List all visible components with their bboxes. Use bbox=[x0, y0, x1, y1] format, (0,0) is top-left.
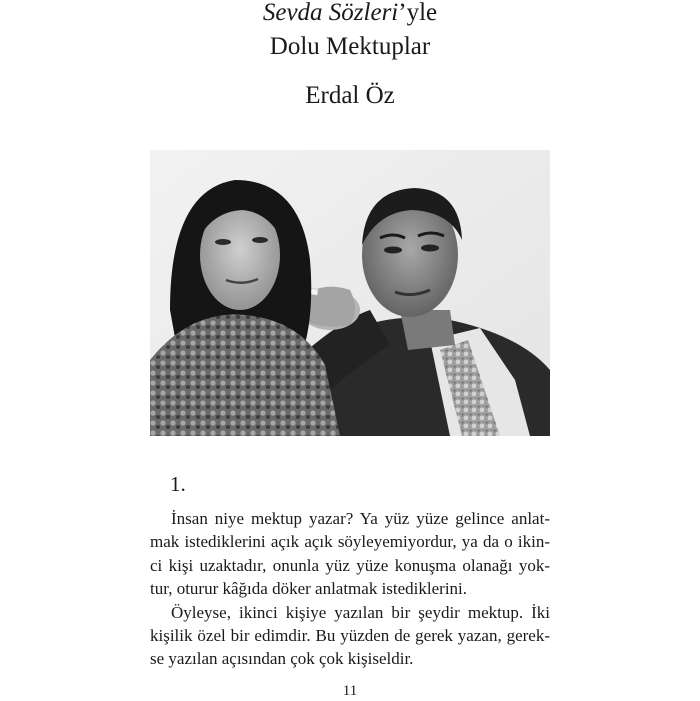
paragraph-1-line-3: ci kişi uzaktadır, onunla yüz yüze konuşma olanağı yok- bbox=[150, 555, 550, 575]
title-line-2: Dolu Mektuplar bbox=[269, 33, 431, 60]
title-line-1 bbox=[0, 0, 700, 28]
page-number: 11 bbox=[342, 683, 358, 699]
paragraph-2-line-1: Öyleyse, ikinci kişiye yazılan bir şeydir mektup. İki bbox=[171, 602, 550, 622]
paragraph-1-line-1: İnsan niye mektup yazar? Ya yüz yüze gelince anlat- bbox=[171, 509, 550, 528]
title-suffix: ’yle bbox=[398, 0, 438, 26]
photo-image bbox=[150, 150, 550, 436]
paragraph-2 bbox=[150, 601, 550, 671]
paragraph-1-line-4: tur, oturur kâğıda döker anlatmak istediklerini. bbox=[150, 579, 468, 599]
section-number: 1. bbox=[170, 472, 186, 496]
couple-photo bbox=[150, 150, 550, 436]
title-italic-part: Sevda Sözleri bbox=[262, 0, 399, 26]
paragraph-1 bbox=[150, 507, 550, 601]
body-text bbox=[150, 507, 550, 671]
paragraph-2-line-3: se yazılan açısından çok çok kişiseldir. bbox=[150, 649, 414, 669]
author-name: Erdal Öz bbox=[305, 82, 395, 109]
paragraph-1-line-2: mak istediklerini açık açık söyleyemiyordur, ya da o ikin- bbox=[150, 532, 550, 552]
paragraph-2-line-2: kişilik özel bir edimdir. Bu yüzden de gerek yazan, gerek- bbox=[150, 626, 550, 646]
